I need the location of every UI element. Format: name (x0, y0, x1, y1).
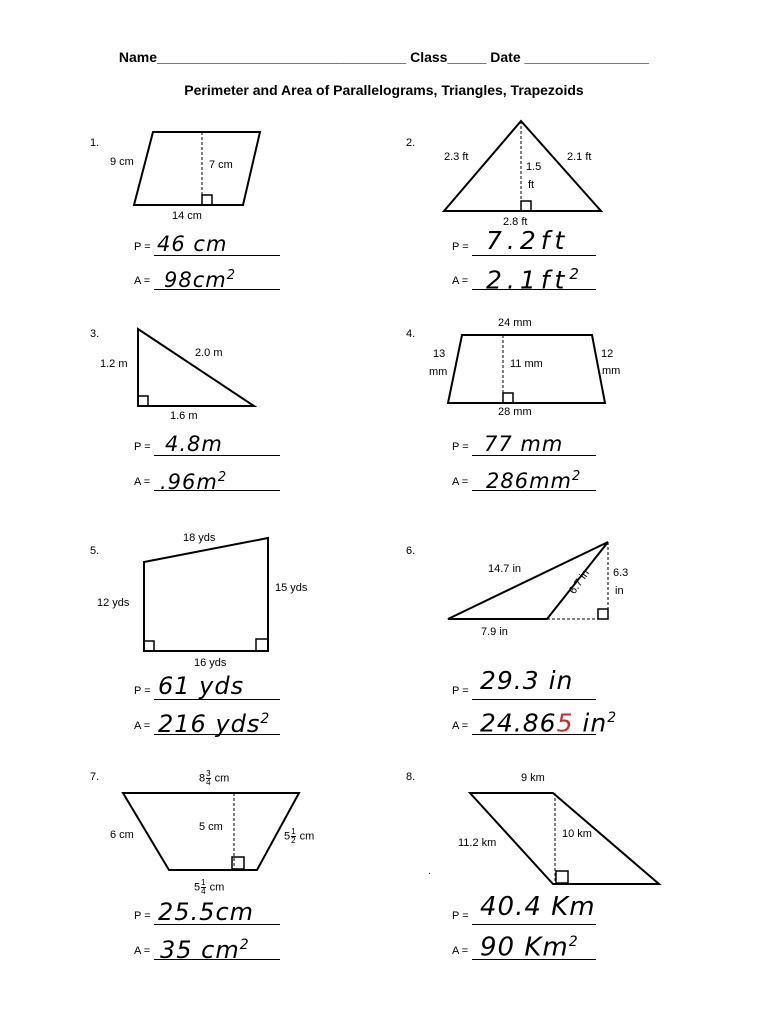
problem-number-5: 5. (90, 545, 100, 557)
perimeter-answer: 46 cm (157, 232, 228, 256)
triangle-2 (444, 121, 601, 211)
header-line: Name________________________________ Class_____ Date ________________ (118, 49, 650, 65)
answer-line (472, 255, 596, 256)
quadrilateral-5 (144, 538, 268, 651)
right-triangle-3 (138, 329, 254, 406)
worksheet-title: Perimeter and Area of Parallelograms, Triangles, Trapezoids (184, 82, 584, 98)
dim-label: 6 cm (110, 829, 134, 841)
dim-label: 11 mm (510, 358, 543, 370)
perimeter-answer: 29.3 in (480, 666, 574, 695)
dim-label: 5 cm (199, 821, 223, 833)
area-label: A = (452, 945, 469, 957)
dim-label: 16 yds (194, 657, 227, 669)
area-answer: 35 $cm^2$ (160, 936, 250, 964)
problem-number-2: 2. (406, 137, 416, 149)
dim-label: 12 yds (97, 597, 130, 609)
dim-label: 1.5 (526, 161, 542, 173)
dim-label: 2.8 ft (503, 216, 528, 228)
dim-label-mixed (199, 770, 229, 787)
perimeter-label: P = (452, 910, 469, 922)
dim-label: 2.1 ft (567, 151, 592, 163)
area-label: A = (452, 476, 469, 488)
problem-number-7: 7. (90, 771, 100, 783)
area-label: A = (134, 945, 151, 957)
dim-label: 18 yds (183, 532, 216, 544)
dim-label: in (615, 585, 624, 597)
dim-label: 1.6 m (170, 410, 198, 422)
area-label: A = (134, 720, 151, 732)
area-label: A = (134, 476, 151, 488)
problem-number-4: 4. (406, 328, 416, 340)
right-angle-2 (521, 201, 531, 211)
right-angle-5a (144, 641, 154, 651)
dim-label: ft (528, 179, 535, 191)
dim-unit: cm (214, 772, 230, 785)
dim-label-mixed (284, 828, 314, 845)
dim-label: mm (602, 365, 621, 377)
perimeter-answer: 61 yds (158, 672, 245, 700)
perimeter-label: P = (452, 685, 469, 697)
perimeter-answer: 7.2ft (486, 226, 570, 255)
dim-whole: 5 (284, 830, 291, 843)
area-answer: $98cm^2$ (164, 268, 237, 292)
dim-label: 14 cm (172, 210, 202, 222)
correction-digit: 5 (556, 708, 574, 738)
dim-label: 12 (601, 348, 614, 360)
perimeter-label: P = (134, 910, 151, 922)
fraction: $\frac{1}{4}$ (201, 878, 206, 896)
dim-label: 15 yds (275, 582, 308, 594)
area-answer: $.96m^2$ (160, 470, 228, 494)
area-answer: 216 yds$^2$ (158, 710, 271, 738)
fraction: $\frac{3}{4}$ (206, 769, 211, 787)
perimeter-label: P = (134, 685, 151, 697)
dim-whole: 5 (194, 881, 201, 894)
problem-number-3: 3. (90, 328, 100, 340)
stray-mark: . (428, 865, 432, 877)
area-answer: $2.1ft^2$ (486, 265, 584, 295)
area-label: A = (452, 275, 469, 287)
dim-label: 6.3 (613, 567, 629, 579)
perimeter-answer: 77 mm (484, 432, 564, 456)
area-answer: 90 Km$^2$ (480, 932, 579, 963)
dim-label: 10 km (562, 828, 592, 840)
dim-label: 1.2 m (100, 358, 128, 370)
perimeter-label: P = (134, 241, 151, 253)
right-angle-5b (256, 639, 268, 651)
area-label: A = (134, 275, 151, 287)
right-angle-8 (556, 871, 568, 883)
answer-line (472, 699, 596, 700)
right-angle-6 (598, 609, 608, 619)
problem-number-1: 1. (90, 137, 100, 149)
dim-label: 24 mm (498, 317, 532, 329)
dim-label: 2.3 ft (444, 151, 469, 163)
dim-label: 7.9 in (481, 626, 508, 638)
dim-label: 6.7 in (566, 567, 593, 597)
area-answer: $286mm^2$ (486, 469, 582, 493)
dim-whole: 8 (199, 772, 206, 785)
dim-label: 13 (433, 348, 446, 360)
area-label: A = (452, 720, 469, 732)
perimeter-label: P = (452, 241, 469, 253)
parallelogram-1 (134, 132, 260, 205)
perimeter-label: P = (134, 441, 151, 453)
perimeter-label: P = (452, 441, 469, 453)
right-angle-4 (503, 393, 513, 403)
problem-number-6: 6. (406, 545, 416, 557)
dim-label: 7 cm (209, 159, 233, 171)
answer-line (472, 924, 596, 925)
perimeter-answer: 4.8m (165, 432, 223, 456)
right-angle-1 (202, 195, 212, 205)
dim-label: 11.2 km (458, 837, 497, 849)
problem-number-8: 8. (406, 771, 416, 783)
area-answer: 24.865 $in^2$ (480, 708, 618, 738)
dim-unit: cm (209, 881, 225, 894)
dim-label: 2.0 m (195, 347, 223, 359)
dim-label: mm (429, 366, 448, 378)
dim-label: 28 mm (498, 406, 532, 418)
dim-label: 14.7 in (488, 563, 522, 575)
fraction: $\frac{1}{2}$ (291, 827, 296, 845)
dim-label-mixed (194, 879, 224, 896)
dim-label: 9 km (521, 772, 545, 784)
perimeter-answer: 40.4 Km (480, 892, 596, 922)
dim-unit: cm (299, 830, 315, 843)
perimeter-answer: 25.5cm (158, 898, 255, 926)
dim-label: 9 cm (110, 156, 134, 168)
right-angle-3 (138, 396, 148, 406)
